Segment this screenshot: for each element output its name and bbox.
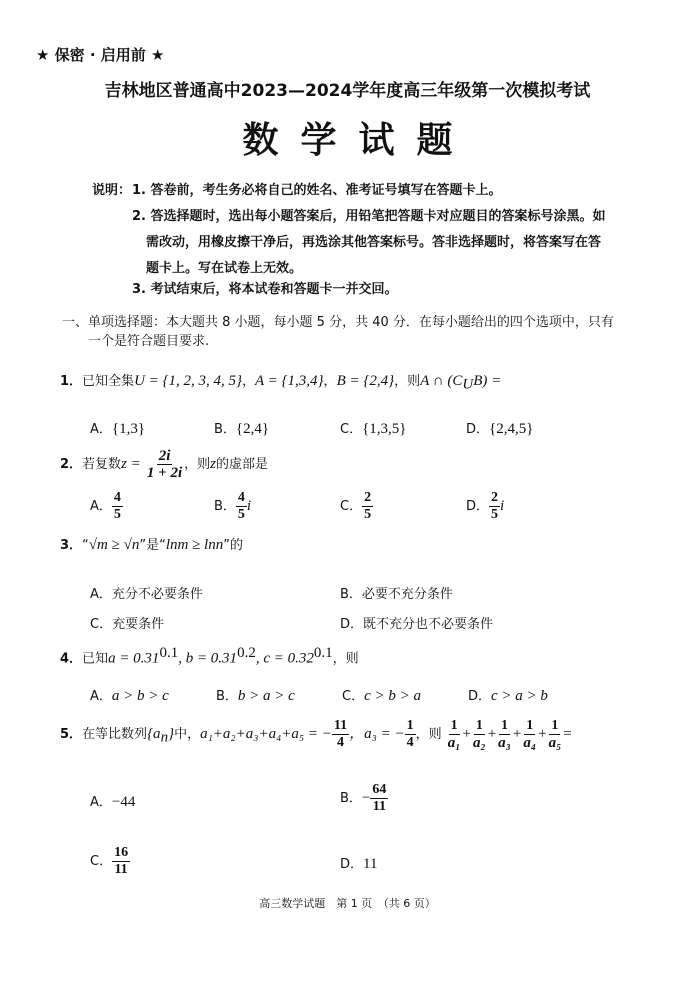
q5-sum: a₁+a₂+a₃+a₄+a₅ = −: [200, 726, 332, 742]
q4-option-a: A．a > b > c: [90, 688, 169, 704]
section-heading-cont: 一个是符合题目要求.: [88, 334, 210, 349]
q5-option-c: C． $\frac{16}{11}$: [90, 845, 129, 877]
q3-option-c: C．充要条件: [90, 617, 165, 632]
q5-a3: ，a₃ = −: [349, 726, 405, 742]
q1-set-u: U = {1, 2, 3, 4, 5}: [134, 373, 243, 389]
q4-expr: a = 0.31: [108, 650, 160, 667]
q2-option-d: D． $\frac{2}{5}$ i: [466, 490, 505, 522]
q2-post2: 的虚部是: [216, 457, 269, 472]
q4-option-d: D．c > a > b: [468, 688, 548, 704]
q2-option-c: C． $\frac{2}{5}$: [340, 490, 372, 522]
q1-option-c: C．{1,3,5}: [340, 421, 407, 437]
q3-option-d: D．既不充分也不必要条件: [340, 617, 494, 632]
q4-option-c: C．c > b > a: [342, 688, 421, 704]
instruction-3: 3. 考试结束后，将本试卷和答题卡一并交回。: [132, 282, 398, 297]
q1-ask-sub: U: [462, 376, 474, 393]
confidential-mark: ★ 保密 · 启用前 ★: [36, 46, 165, 64]
q2-number: 2．: [60, 457, 83, 472]
q3-option-b: B．必要不充分条件: [340, 587, 453, 602]
q5-option-d: D．11: [340, 856, 378, 872]
instructions-label: 说明：: [92, 183, 132, 198]
question-2: 2．若复数z = $\frac{2i}{1 + 2i}$ ，则z的虚部是: [60, 448, 269, 481]
q3-expr1: √m ≥ √n: [88, 537, 140, 553]
q5-option-a: A．−44: [90, 794, 136, 810]
section-heading: 一、单项选择题：本大题共 8 小题，每小题 5 分，共 40 分．在每小题给出的四个选项中，只有: [62, 315, 614, 330]
question-5: 5．在等比数列$\{a_n\}$中，a₁+a₂+a₃+a₄+a₅ = − $\frac{11}{4}$ ，a₃ = − $\frac{1}{4}$ ，则 $\frac{1}{\text{a₁}}$ + $\frac{1}{\text{a₂}}$ + $\frac{1}{\text{a₃}}$ + $\frac{1}{\text{a₄}}$ + $\frac{1}{\text{a₅}}$ =: [60, 718, 572, 751]
q2-option-b: B． $\frac{4}{5}$ i: [214, 490, 252, 522]
question-1: 1．已知全集U = {1, 2, 3, 4, 5}，A = {1,3,4}，B = {2,4}，则A ∩ $(C_UB)$ =: [60, 373, 502, 393]
exam-title: 吉林地区普通高中2023—2024学年度高三年级第一次模拟考试: [104, 81, 591, 101]
q5-number: 5．: [60, 727, 83, 742]
question-4: 4．已知$a = 0.31^{0.1}$, $b = 0.31^{0.2}$, $c = 0.32^{0.1}$，则: [60, 645, 359, 667]
q5-option-b: B．− $\frac{64}{11}$: [340, 782, 387, 814]
q1-option-d: D．{2,4,5}: [466, 421, 534, 437]
q2-option-a: A． $\frac{4}{5}$: [90, 490, 121, 522]
q1-ask-post: B) =: [473, 373, 502, 389]
q1-ask-prefix: ，则: [394, 374, 421, 389]
q1-option-a: A．{1,3}: [90, 421, 146, 437]
q1-prefix: 已知全集: [82, 374, 135, 389]
instruction-1: 1. 答卷前，考生务必将自己的姓名、准考证号填写在答题卡上。: [132, 183, 502, 198]
instruction-2: 2. 答选择题时，选出每小题答案后，用铅笔把答题卡对应题目的答案标号涂黑。如: [132, 209, 606, 224]
instruction-2-cont2: 题卡上。写在试卷上无效。: [146, 261, 303, 276]
q2-fraction: $\frac{2i}{1 + 2i}$: [146, 448, 183, 481]
q1-set-b: B = {2,4}: [336, 373, 395, 389]
q4-number: 4．: [60, 651, 83, 667]
q1-option-b: B．{2,4}: [214, 421, 270, 437]
q2-post: ，则: [184, 457, 211, 472]
subject-title: 数学试题: [242, 120, 475, 161]
q4-option-b: B．b > a > c: [216, 688, 295, 704]
q3-number: 3．: [60, 538, 83, 553]
instruction-2-cont: 需改动，用橡皮擦干净后，再选涂其他答案标号。答非选择题时，将答案写在答: [146, 235, 602, 250]
q1-ask: A ∩ (C: [420, 373, 463, 389]
q2-prefix: 若复数: [82, 457, 122, 472]
q2-z: z =: [121, 456, 141, 472]
q3-expr2: lnm ≥ lnn: [165, 537, 224, 553]
q3-option-a: A．充分不必要条件: [90, 587, 203, 602]
q1-number: 1．: [60, 374, 83, 389]
question-3: 3．“√m ≥ √n”是“lnm ≥ lnn”的: [60, 537, 243, 553]
q1-set-a: A = {1,3,4}: [255, 373, 324, 389]
page-footer: 高三数学试题 第 1 页 （共 6 页）: [259, 897, 436, 910]
